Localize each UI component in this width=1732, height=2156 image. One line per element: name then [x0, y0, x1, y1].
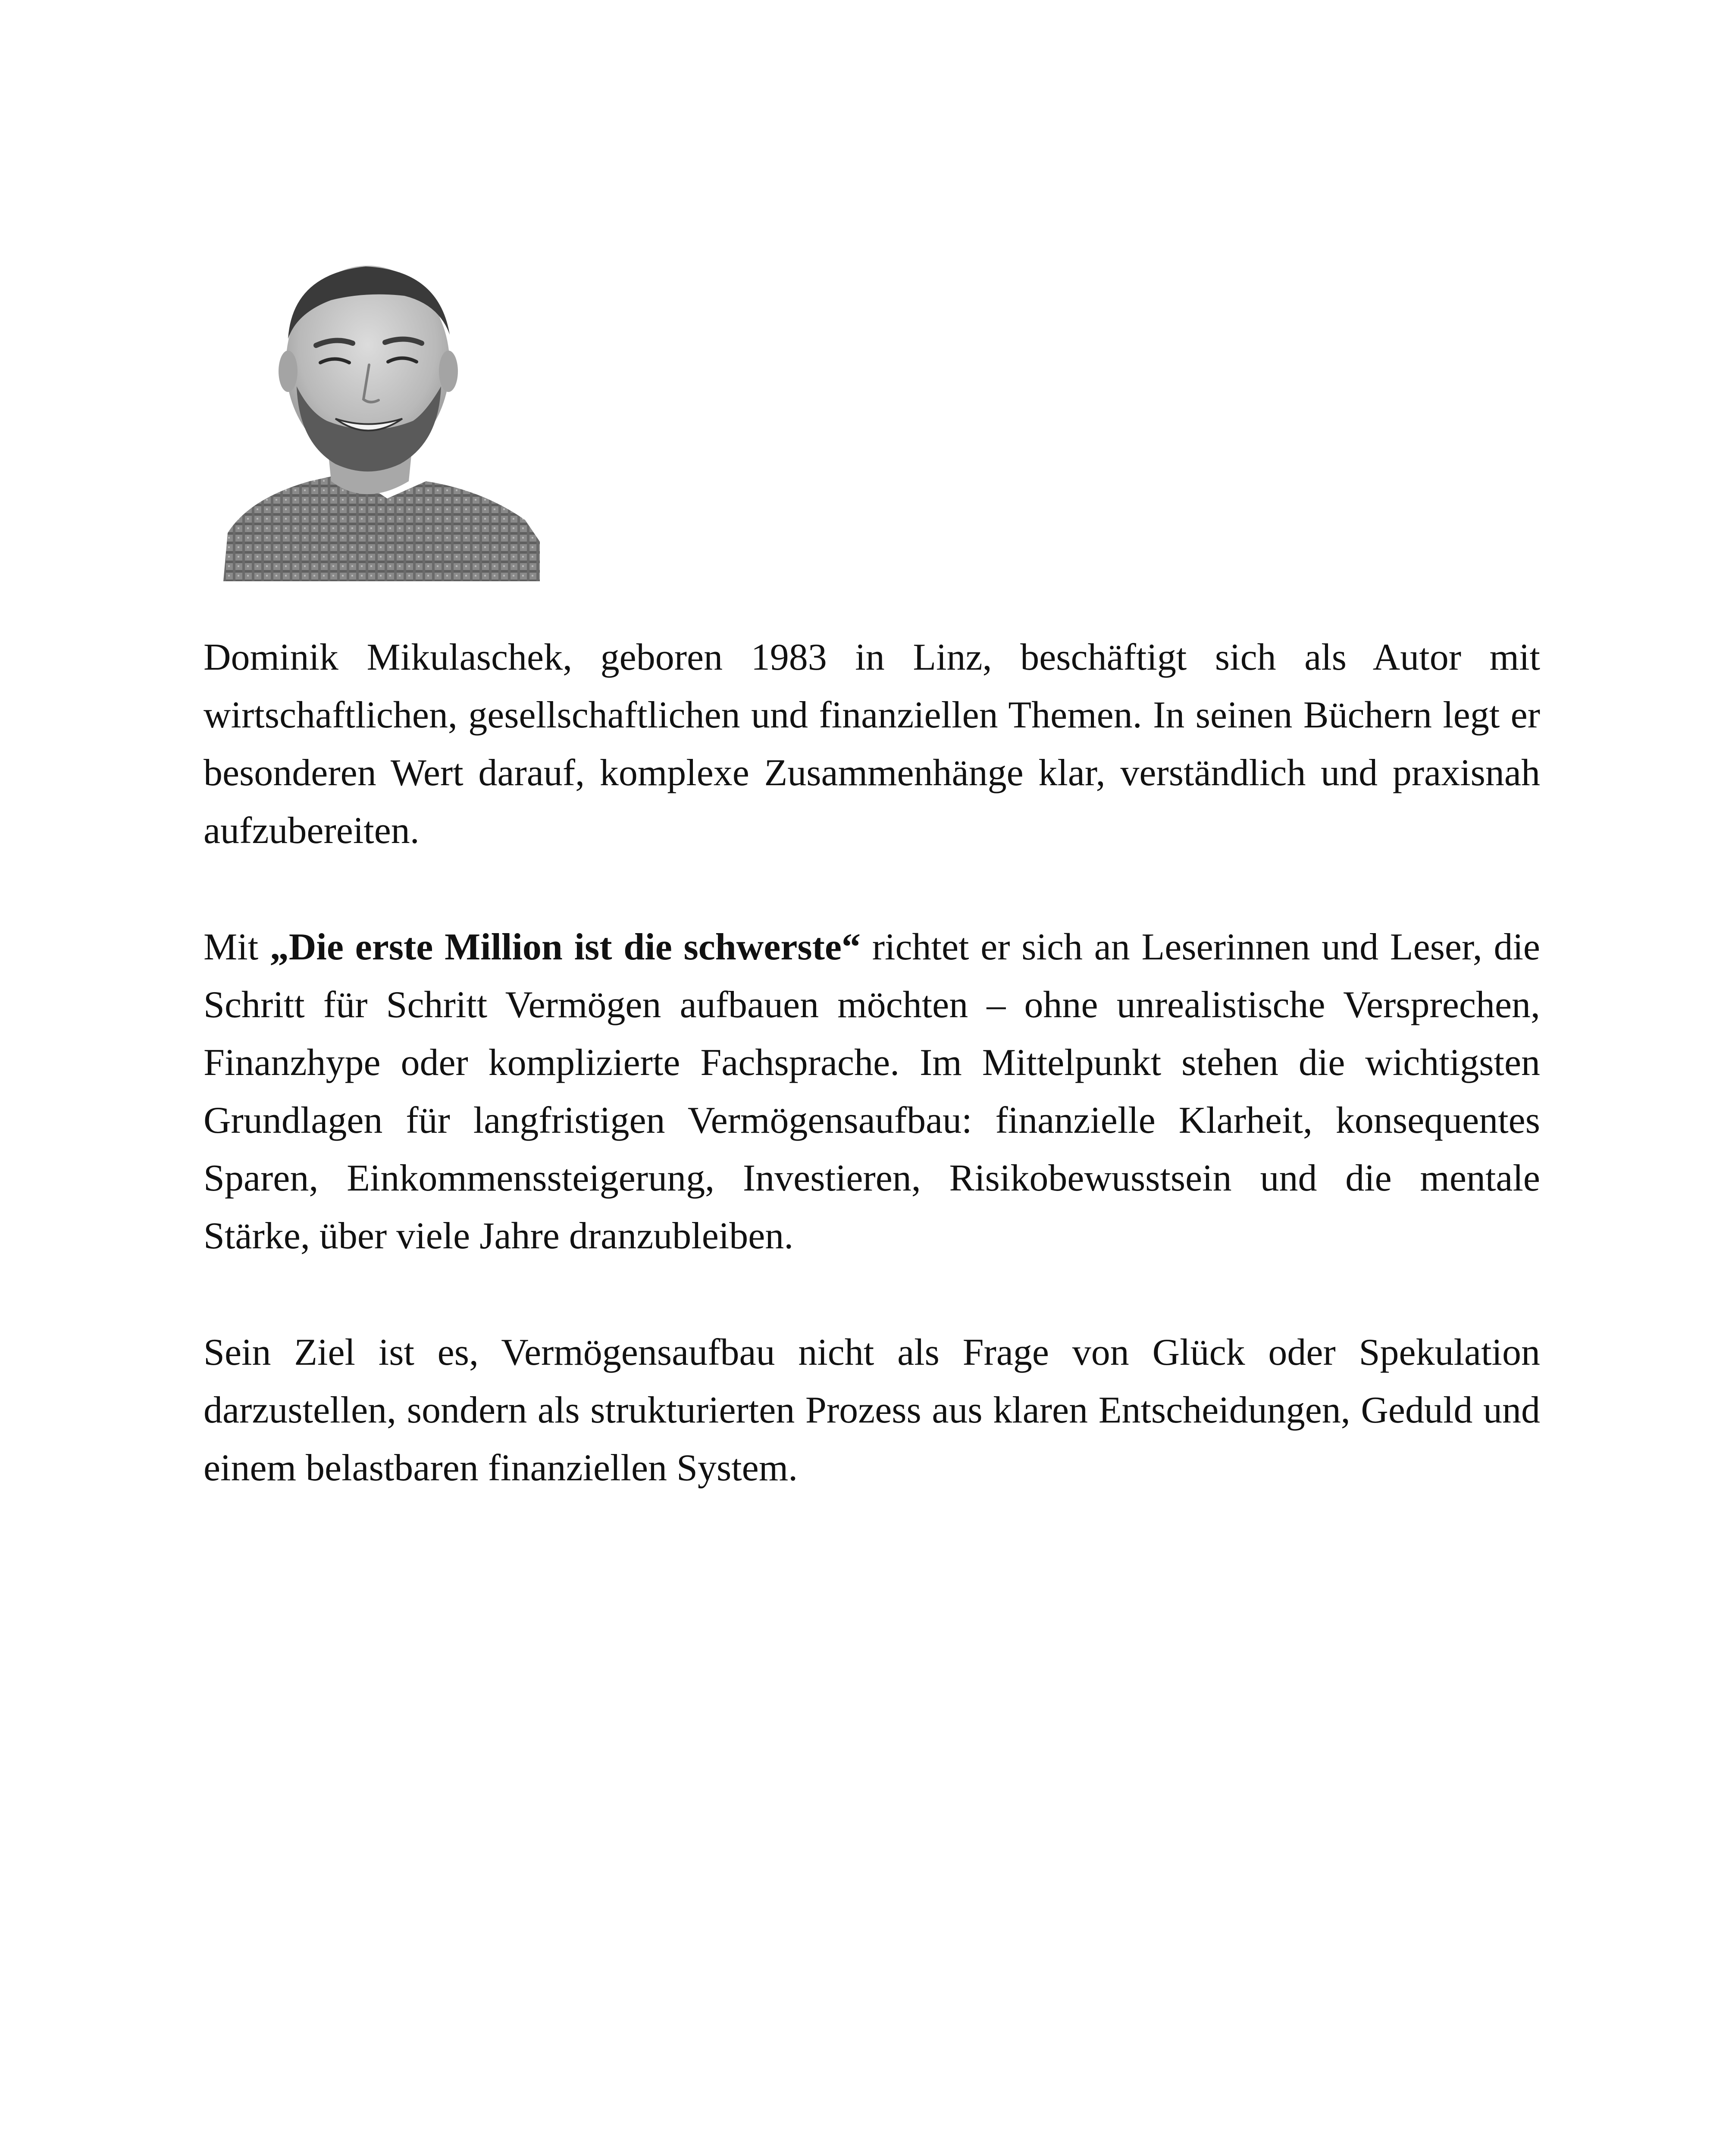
bio-paragraph-3: Sein Ziel ist es, Vermögensaufbau nicht als Frage von Glück oder Spekulation darzustellen, sondern als strukturierten Prozess aus klaren Entscheidungen, Geduld und einem belastbaren finanziellen System.: [204, 1332, 1540, 1489]
bio-paragraph-1: Dominik Mikulaschek, geboren 1983 in Linz, beschäftigt sich als Autor mit wirtschaftlichen, gesellschaftlichen und finanziellen Themen. In seinen Büchern legt er besonderen Wert darauf, komplexe Zusammenhänge klar, verständlich und praxisnah aufzubereiten.: [204, 636, 1540, 852]
bio-paragraph-2-prefix: Mit: [204, 926, 270, 968]
bio-paragraph-2: [204, 918, 1540, 1265]
author-bio: [204, 629, 1540, 1556]
bio-paragraph-2-text: richtet er sich an Leserinnen und Leser, die Schritt für Schritt Vermögen aufbauen möchten – ohne unrealistische Versprechen, Finanzhype oder komplizierte Fachsprache. Im Mittelpunkt stehen die wichtigsten Grundlagen für langfristigen Vermögensaufbau: finanzielle Klarheit, konsequentes Sparen, Einkommenssteigerung, Investieren, Risikobewusstsein und die mentale Stärke, über viele Jahre dranzubleiben.: [204, 926, 1540, 1257]
book-title: „Die erste Million ist die schwerste“: [269, 926, 861, 968]
author-portrait: [223, 257, 540, 581]
